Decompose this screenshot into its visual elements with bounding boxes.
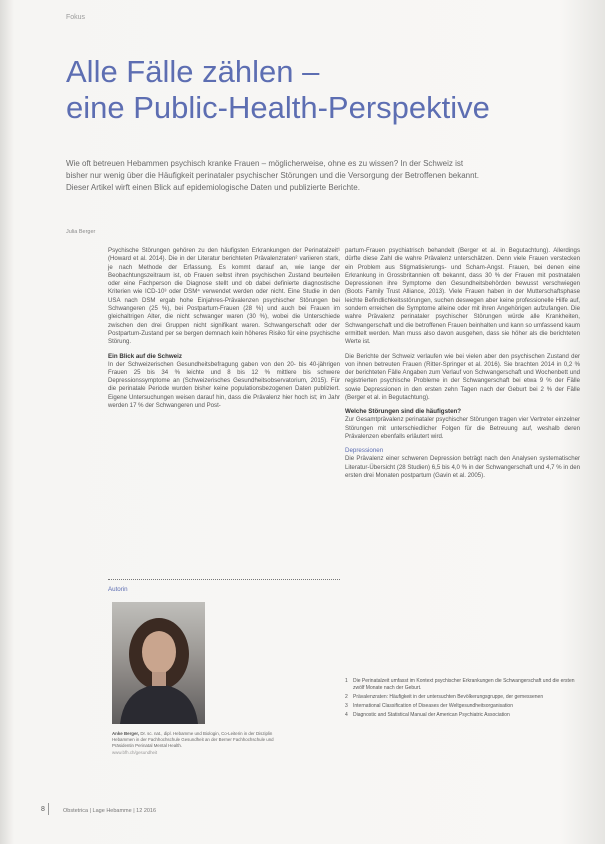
article-title: Alle Fälle zählen – eine Public-Health-Perspektive [66,54,490,125]
text-column-left [108,247,340,416]
paragraph: Psychische Störungen gehören zu den häufigsten Erkrankungen der Perinatalzeit¹ (Howard et al. 2014). Die in der Literatur berichteten Prävalenzraten² variieren stark, je nach Methode der Erfassung. Es kommt darauf an, wie lange der Beobachtungszeitraum ist, ob Frauen selbst ihren psychischen Zustand beurteilen oder eine Fachperson die Diagnose stellt und ob dabei definierte diagnostische Kriterien wie ICD-10³ oder DSM⁴ verwendet werden oder nicht. Eine Studie in den USA nach DSM ergab hohe Einjahres-Prävalenzen psychischer Störungen bei Schwangeren (25 %), bei Postpartum-Frauen (28 %) und auch bei Frauen im gleichaltrigen Alter, die nicht schwanger waren (30 %), wobei die Unterschiede zwischen den drei Gruppen nicht signifikant waren. Schwangerschaft oder der Postpartum-Zustand per se bergen demnach kein höheres Risiko für eine psychische Störung. [108,247,340,346]
paragraph: partum-Frauen psychiatrisch behandelt (Berger et al. in Begutachtung). Allerdings dürfte diese Zahl die wahre Prävalenz unterschätzen. Denn viele Frauen verstecken ein Problem aus Stigmatisierungs- und Scham-Angst. Frauen, bei denen eine Erkrankung in Grossbritannien oft bekannt, dass 30 % der Frauen mit postnatalen Depressionen ihre Symptome den Gesundheitsbehörden bewusst verschwiegen (Boots Family Trust Alliance, 2013). Viele Frauen haben in der Mutterschaftsphase leichte Befindlichkeitsstörungen, suchen deswegen aber keine professionelle Hilfe auf, sondern erreichen die Symptome alleine oder mit ihren Angehörigen aufzufangen. Die wahre Prävalenz perinataler psychischer Störungen würde alle Krankheiten, Schwangerschaft und die betroffenen Frauen beinhalten und kann so umfassend kaum ermittelt werden. Man muss also davon ausgehen, dass sie höher als die berichteten Werte ist. [345,247,580,346]
paragraph: In der Schweizerischen Gesundheitsbefragung gaben von den 20- bis 40-jährigen Frauen 25 bis 34 % leichte und 8 bis 12 % mittlere bis schwere Depressionssymptome an (Schweizerisches Gesundheitsobservatorium, 2015). Für die perinatale Periode wurden bisher keine populationsbezogenen Daten publiziert. Eigene Untersuchungen weisen darauf hin, dass die Prävalenz hier hoch ist; im Jahr werden 17 % der Schwangeren und Post- [108,360,340,410]
author-line: Julia Berger [66,229,96,235]
footnote: 2 Prävalenzraten: Häufigkeit in der untersuchten Bevölkerungsgruppe, der gemessenen [345,693,544,700]
article-lead: Wie oft betreuen Hebammen psychisch kranke Frauen – möglicherweise, ohne es zu wissen? In der Schweiz ist bisher nur wenig über die Häufigkeit perinataler psychischer Störungen und die Versorgung der Betroffenen bekannt. Dieser Artikel wirft einen Blick auf epidemiologische Daten und publizierte Berichte. [66,159,480,192]
author-name: Anke Berger, [112,731,140,736]
paragraph: Die Prävalenz einer schweren Depression beträgt nach den Analysen systematischer Literatur-Übersicht (28 Studien) 6,5 bis 4,0 % in der Schwangerschaft und 4,7 % in den ersten drei Monaten postpartum (Gavin et al. 2005). [345,455,580,479]
subheading: Welche Störungen sind die häufigsten? [345,408,462,416]
section-label: Fokus [66,14,86,21]
footnote: 3 International Classification of Diseases der Weltgesundheitsorganisation [345,702,513,709]
page-number: 8 [41,806,45,813]
dotted-divider [108,579,340,580]
paragraph: Die Berichte der Schweiz verlaufen wie bei vielen aber den psychischen Zustand der von ihnen betreuten Frauen (Ritter-Springer et al. 2016). Sie brachten 2014 in 0,2 % der berichteten Fälle Angaben zum Verlauf von Schwangerschaft und Wochenbett und registrierten psychische Probleme in der Schwangerschaft bei etwa 9 % der Fälle sowie Depressionen in den ersten zehn Tagen nach der Geburt bei 2 % der Fälle (Berger et al. in Begutachtung). [345,352,580,402]
text-column-right [345,247,580,486]
author-link: www.bfh.ch/gesundheit [112,749,158,755]
journal-footer: Obstetrica | Lage Hebamme | 12 2016 [63,808,157,814]
footnote: 1 Die Perinatalzeit umfasst im Kontext psychischer Erkrankungen die Schwangerschaft und die ersten zwölf Monate nach der Geburt. [345,678,575,691]
footer-divider [48,803,49,815]
subheading-depressionen: Depressionen [345,447,384,455]
author-box-label: Autorin [108,586,128,593]
portrait-illustration [112,602,205,724]
author-photo [112,602,205,724]
subheading: Ein Blick auf die Schweiz [108,352,182,360]
footnote: 4 Diagnostic and Statistical Manual der American Psychiatric Association [345,711,510,718]
paragraph: Zur Gesamtprävalenz perinataler psychischer Störungen tragen vier Vertreter einzelner Störungen mit unterschiedlicher Folgen für die Betreuung auf, weshalb deren Prävalenzen ebenfalls erläutert wird. [345,416,580,440]
author-bio [112,731,292,756]
author-bio-text: Dr. sc. nat., dipl. Hebamme und Biologin, Co-Leiterin in der Disziplin Hebammen in der Fachhochschule Gesundheit an der Berner Fachhochschule und Präsidentin Perinatal Mental Health. [112,731,274,749]
footnotes [345,678,580,721]
